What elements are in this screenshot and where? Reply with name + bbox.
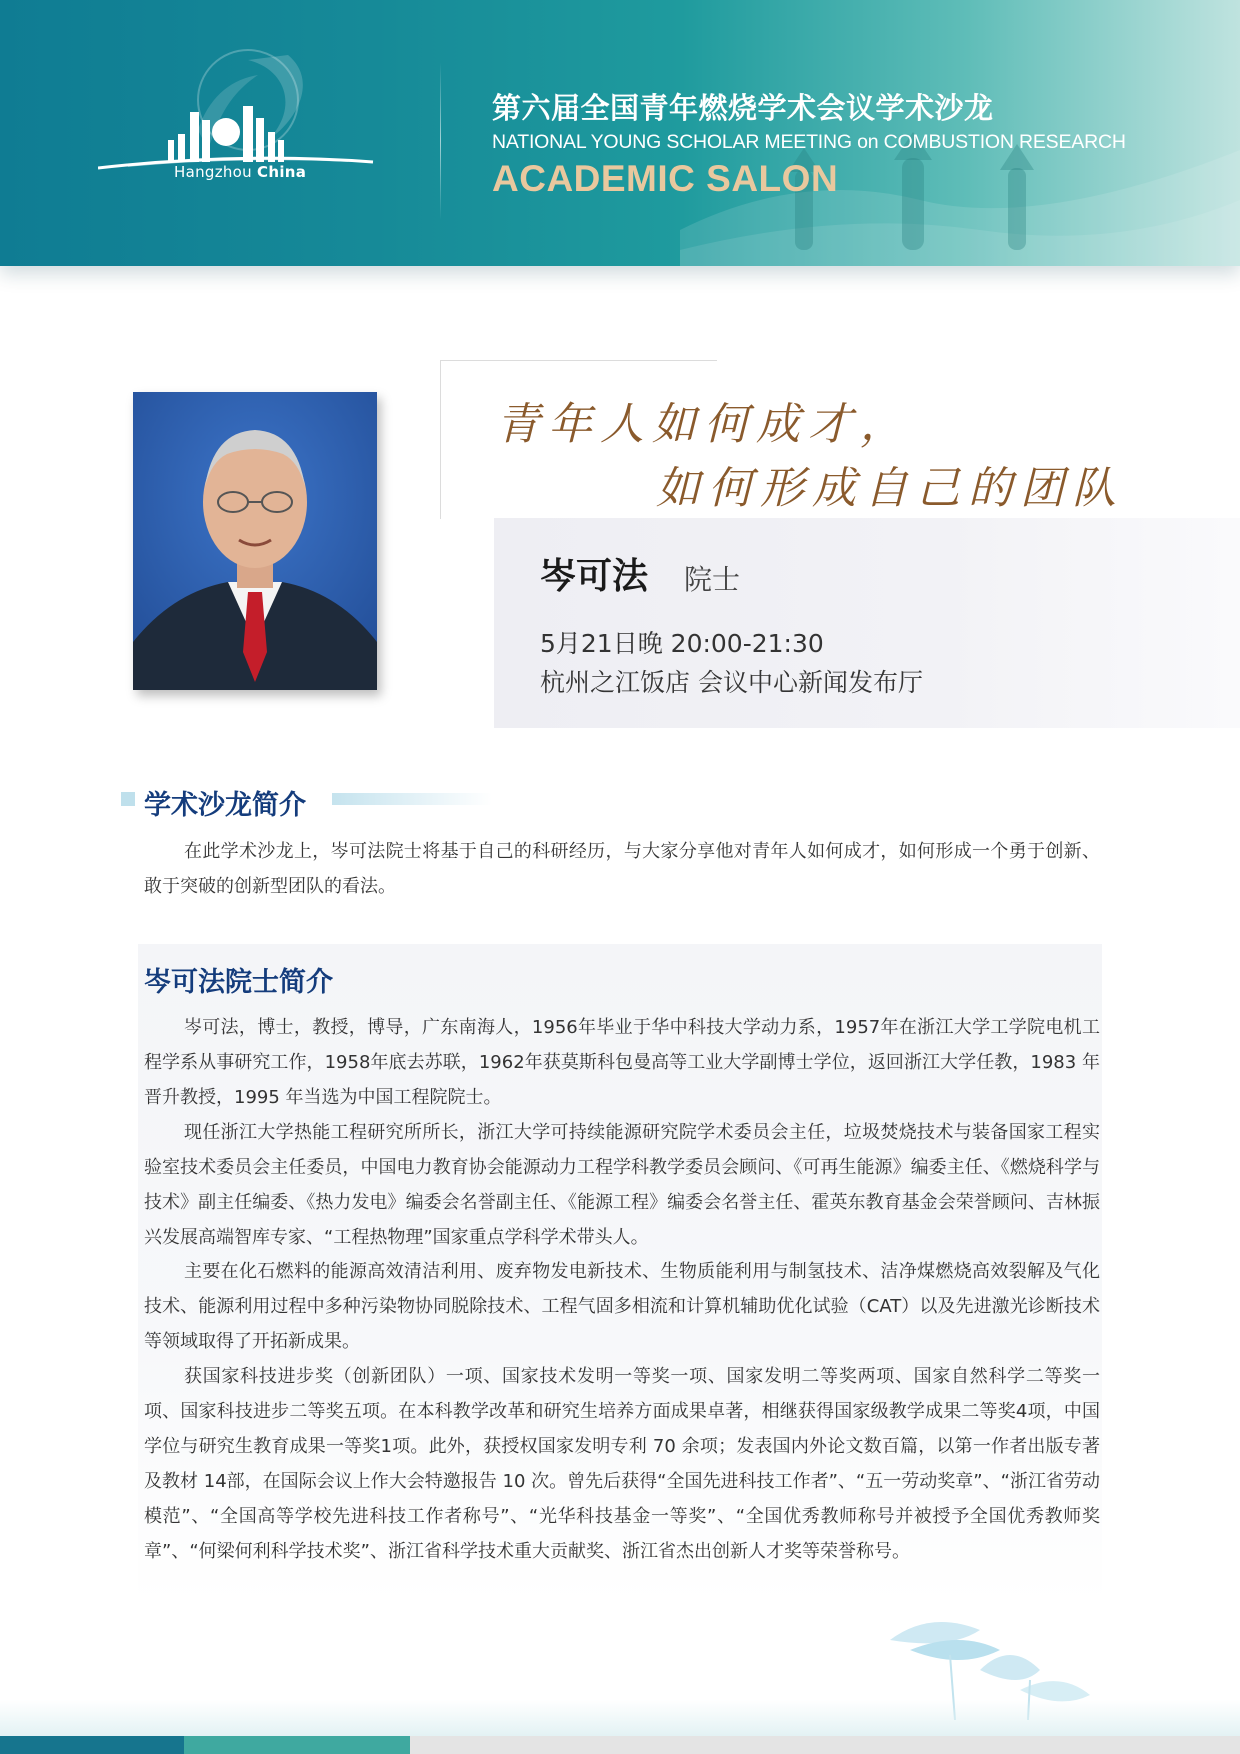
bio-paragraph-3: 主要在化石燃料的能源高效清洁利用、废弃物发电新技术、生物质能利用与制氢技术、洁净煤燃烧高效裂解及气化技术、能源利用过程中多种污染物协同脱除技术、工程气固多相流和计算机辅助优化试验（CAT）以及先进激光诊断技术等领域取得了开拓新成果。 <box>144 1261 1100 1352</box>
event-time: 5月21日晚 20:00-21:30 <box>540 629 824 658</box>
academic-salon-title: ACADEMIC SALON <box>492 158 839 199</box>
bio-paragraph-4: 获国家科技进步奖（创新团队）一项、国家技术发明一等奖一项、国家发明二等奖两项、国家自然科学二等奖一项、国家科技进步二等奖五项。在本科教学改革和研究生培养方面成果卓著，相继获得国家级教学成果二等奖4项，中国学位与研究生教育成果一等奖1项。此外，获授权国家发明专利 70 余项；发表国内外论文数百篇，以第一作者出版专著及教材 14部，在国际会议上作大会特邀报告 10 次。曾先后获得“全国先进科技工作者”、“五一劳动奖章”、“浙江省劳动模范”、“全国高等学校先进科技工作者称号”、“光华科技基金一等奖”、“全国优秀教师称号并被授予全国优秀教师奖章”、“何梁何利科学技术奖”、浙江省科学技术重大贡献奖、浙江省杰出创新人才奖等荣誉称号。 <box>144 1366 1100 1562</box>
event-venue: 杭州之江饭店 会议中心新闻发布厅 <box>540 668 923 697</box>
speaker-photo <box>133 392 377 690</box>
theme-line-1: 青年人如何成才， <box>496 399 912 450</box>
header-divider <box>440 62 441 220</box>
footer-segment-dark <box>0 1736 184 1754</box>
speaker-title: 院士 <box>684 563 741 596</box>
bio-paragraph-1: 岑可法，博士，教授，博导，广东南海人，1956年毕业于华中科技大学动力系，1957年在浙江大学工学院电机工程学系从事研究工作，1958年底去苏联，1962年获莫斯科包曼高等工业大学副博士学位，返回浙江大学任教，1983 年晋升教授，1995 年当选为中国工程院院士。 <box>144 1017 1100 1108</box>
conference-title-en: NATIONAL YOUNG SCHOLAR MEETING on COMBUSTION RESEARCH <box>492 131 1126 153</box>
speaker-name: 岑可法 <box>540 556 649 597</box>
hangzhou-skyline-logo <box>98 40 378 230</box>
logo-caption: Hangzhou China <box>174 163 307 181</box>
header-banner <box>0 0 1240 266</box>
bio-heading: 岑可法院士简介 <box>144 967 333 998</box>
section-underline-fade <box>332 793 492 805</box>
footer-bar <box>0 1736 1240 1754</box>
section-marker <box>121 792 135 806</box>
footer-segment-teal <box>184 1736 410 1754</box>
conference-title-cn: 第六届全国青年燃烧学术会议学术沙龙 <box>492 91 994 125</box>
bio-paragraph-2: 现任浙江大学热能工程研究所所长，浙江大学可持续能源研究院学术委员会主任，垃圾焚烧技术与装备国家工程实验室技术委员会主任委员，中国电力教育协会能源动力工程学科教学委员会顾问、《可再生能源》编委主任、《燃烧科学与技术》副主任编委、《热力发电》编委会名誉副主任、《能源工程》编委会名誉主任、霍英东教育基金会荣誉顾问、吉林振兴发展高端智库专家、“工程热物理”国家重点学科学术带头人。 <box>144 1122 1100 1248</box>
theme-line-2: 如何形成自己的团队 <box>656 463 1124 514</box>
footer-segment-gray <box>410 1736 1240 1754</box>
salon-intro-heading: 学术沙龙简介 <box>144 790 306 821</box>
salon-intro-text: 在此学术沙龙上，岑可法院士将基于自己的科研经历，与大家分享他对青年人如何成才，如何形成一个勇于创新、敢于突破的创新型团队的看法。 <box>144 841 1100 897</box>
footer-wave <box>0 1700 1240 1736</box>
speaker-portrait <box>133 392 377 690</box>
